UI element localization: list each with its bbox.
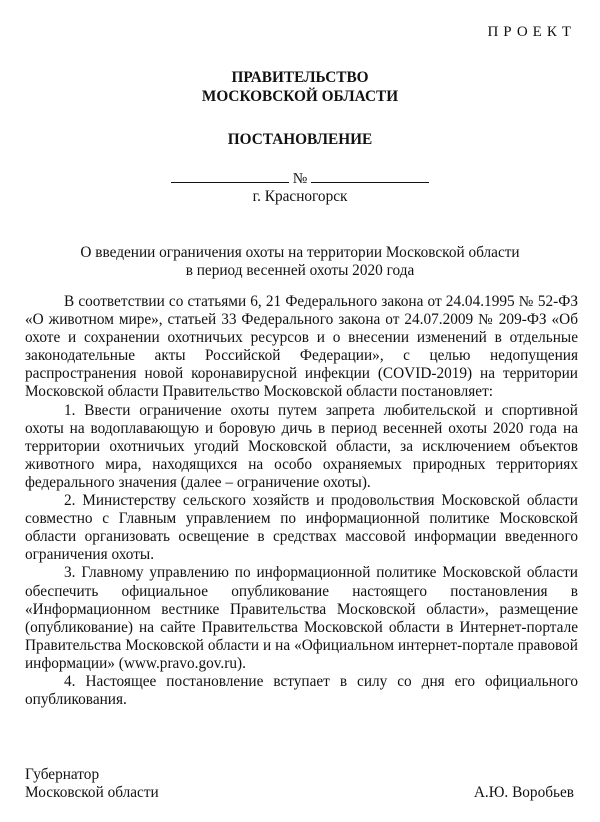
clause-3: 3. Главному управлению по информационной политике Московской области обеспечить официальное опубликование настоящего постановления в «Информационном вестнике Правительства Московской области», размещение (опубликование) на сайте Правительства Московской области в Интернет-портале Правительства Московской области и на «Официальном интернет-портале правовой информации» (www.pravo.gov.ru). — [25, 564, 578, 672]
signatory-position — [25, 766, 159, 802]
title-line-1: О введении ограничения охоты на территории Московской области — [80, 244, 520, 261]
title-line-2: в период весенней охоты 2020 года — [185, 262, 415, 279]
clause-4: 4. Настоящее постановление вступает в силу со дня его официального опубликования. — [25, 672, 578, 709]
organization-name — [0, 68, 600, 106]
draft-stamp: ПРОЕКТ — [487, 24, 576, 40]
document-title — [0, 244, 600, 280]
clause-2: 2. Министерству сельского хозяйств и продовольствия Московской области совместно с Главным управлением по информационной политике Московской области организовать освещение в средствах массовой информации введенного ограничения охоты. — [25, 492, 578, 564]
signatory-name: А.Ю. Воробьев — [473, 784, 574, 801]
city: г. Красногорск — [252, 188, 348, 205]
document-number-line — [0, 170, 600, 188]
org-line-2: МОСКОВСКОЙ ОБЛАСТИ — [201, 88, 399, 105]
position-line-1: Губернатор — [25, 766, 100, 783]
clause-1: 1. Ввести ограничение охоты путем запрета любительской и спортивной охоты на водоплавающую и боровую дичь в период весенней охоты 2020 года на территории охотничьих угодий Московской области, за исключением объектов животного мира, находящихся на особо охраняемых природных территориях федерального значения (далее – ограничение охоты). — [25, 401, 578, 491]
org-line-1: ПРАВИТЕЛЬСТВО — [231, 69, 369, 86]
date-blank — [171, 170, 289, 183]
preamble-paragraph: В соответствии со статьями 6, 21 Федерального закона от 24.04.1995 № 52-ФЗ «О животном мире», статьей 33 Федерального закона от 24.07.2009 № 209-ФЗ «Об охоте и сохранении охотничьих ресурсов и о внесении изменений в отдельные законодательные акты Российской Федерации», с целью недопущения распространения новой коронавирусной инфекции (COVID-2019) на территории Московской области Правительство Московской области постановляет: — [25, 293, 578, 401]
document-body — [25, 293, 578, 709]
position-line-2: Московской области — [25, 784, 159, 801]
number-blank — [311, 170, 429, 183]
document-type: ПОСТАНОВЛЕНИЕ — [227, 131, 373, 148]
number-sign: № — [292, 170, 308, 187]
